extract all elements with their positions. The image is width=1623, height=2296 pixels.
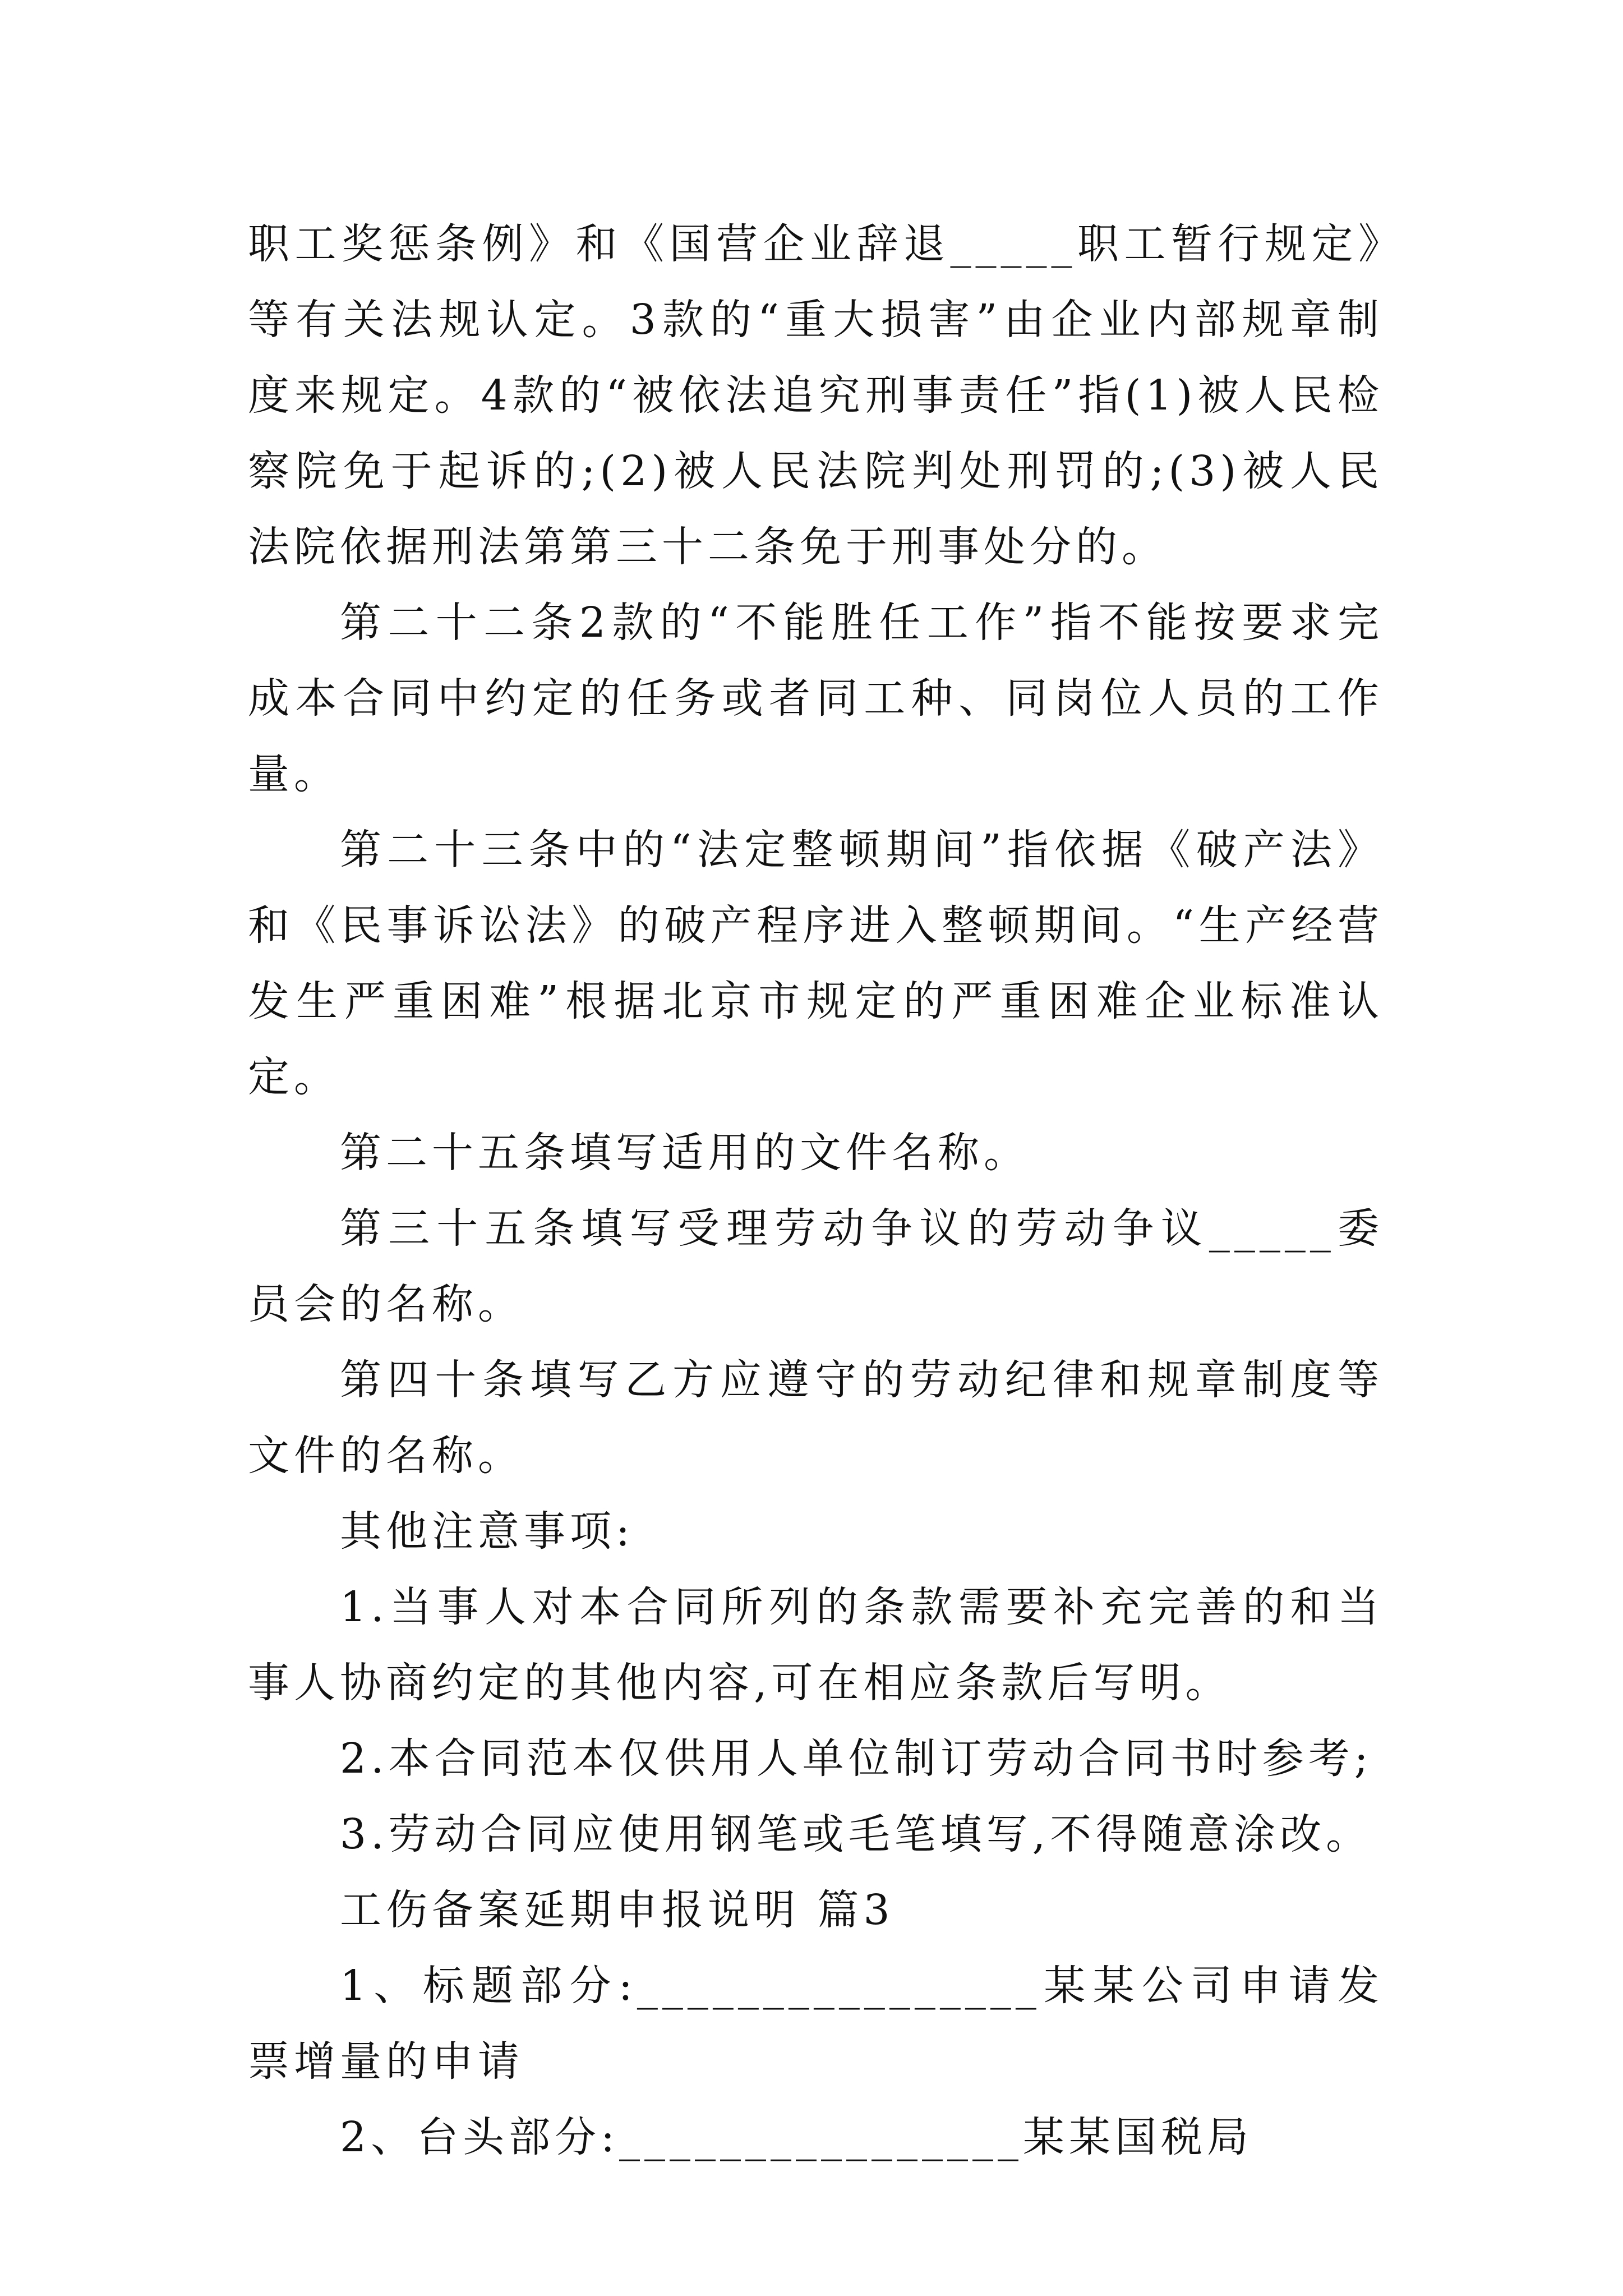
paragraph-article-35: 第三十五条填写受理劳动争议的劳动争议_____委员会的名称。 (248, 1204, 1384, 1328)
section-heading: 工伤备案延期申报说明 篇3 (340, 1886, 895, 1934)
paragraph-other-notes-heading: 其他注意事项: (340, 1507, 634, 1556)
paragraph-continued-regulations: 职工奖惩条例》和《国营企业辞退_____职工暂行规定》等有关法规认定。3款的“重大损害”由企业内部规章制度来规定。4款的“被依法追究刑事责任”指(1)被人民检察院免于起诉的;(2)被人民法院判处刑罚的;(3)被人民法院依据刑法第第三十二条免于刑事处分的。 (248, 220, 1384, 571)
paragraph-header-part: 2、台头部分:________________某某国税局 (340, 2113, 1253, 2161)
paragraph-title-part: 1、标题部分:________________某某公司申请发票增量的申请 (248, 1962, 1384, 2086)
paragraph-article-25: 第二十五条填写适用的文件名称。 (340, 1129, 1030, 1177)
paragraph-article-40: 第四十条填写乙方应遵守的劳动纪律和规章制度等文件的名称。 (248, 1356, 1384, 1480)
paragraph-note-3: 3.劳动合同应使用钢笔或毛笔填写,不得随意涂改。 (340, 1810, 1372, 1858)
paragraph-note-2: 2.本合同范本仅供用人单位制订劳动合同书时参考; (340, 1734, 1373, 1783)
paragraph-article-23: 第二十三条中的“法定整顿期间”指依据《破产法》和《民事诉讼法》的破产程序进入整顿期间。“生产经营发生严重困难”根据北京市规定的严重困难企业标准认定。 (248, 826, 1384, 1101)
paragraph-note-1: 1.当事人对本合同所列的条款需要补充完善的和当事人协商约定的其他内容,可在相应条款后写明。 (248, 1583, 1384, 1707)
document-body (248, 206, 1384, 2175)
paragraph-article-22: 第二十二条2款的“不能胜任工作”指不能按要求完成本合同中约定的任务或者同工种、同岗位人员的工作量。 (248, 599, 1384, 798)
